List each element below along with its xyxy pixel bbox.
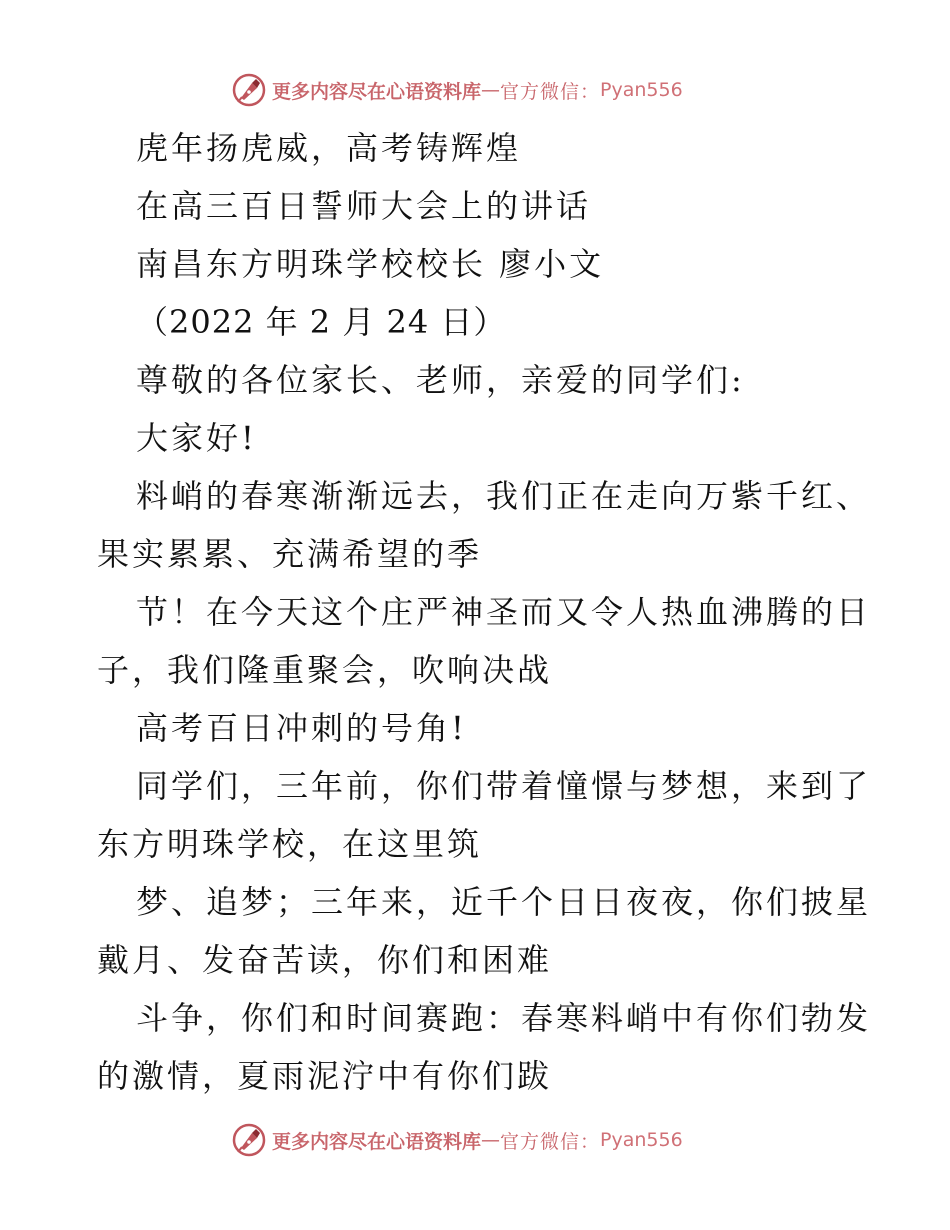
pen-nib-logo-icon <box>232 1123 266 1157</box>
text-line: 南昌东方明珠学校校长 廖小文 <box>136 245 605 283</box>
watermark-separator: — <box>481 79 501 101</box>
pen-nib-logo-icon <box>232 73 266 107</box>
watermark-banner-bottom <box>232 1122 683 1158</box>
text-line: 果实累累、充满希望的季 <box>97 535 483 573</box>
text-line: 东方明珠学校，在这里筑 <box>97 825 483 863</box>
watermark-wechat-id: Pyan556 <box>600 79 683 101</box>
watermark-banner-top <box>232 72 683 108</box>
text-line: 大家好! <box>136 419 257 457</box>
text-line: 同学们，三年前，你们带着憧憬与梦想，来到了 <box>136 767 872 805</box>
text-line: 料峭的春寒渐渐远去，我们正在走向万紫千红、 <box>136 477 872 515</box>
text-line: 虎年扬虎威，高考铸辉煌 <box>136 129 522 167</box>
text-line: （2022 年 2 月 24 日） <box>136 303 507 341</box>
text-line: 节！在今天这个庄严神圣而又令人热血沸腾的日 <box>136 593 872 631</box>
text-line: 梦、追梦；三年来，近千个日日夜夜，你们披星 <box>136 883 872 921</box>
watermark-label: 官方微信： <box>500 1130 601 1153</box>
text-line: 戴月、发奋苦读，你们和困难 <box>97 941 553 979</box>
text-line: 尊敬的各位家长、老师，亲爱的同学们: <box>136 361 745 399</box>
text-line: 斗争，你们和时间赛跑：春寒料峭中有你们勃发 <box>136 999 872 1037</box>
watermark-text: 更多内容尽在心语资料库 <box>272 1130 482 1153</box>
watermark-separator: — <box>481 1129 501 1151</box>
watermark-text: 更多内容尽在心语资料库 <box>272 80 482 103</box>
text-line: 子，我们隆重聚会，吹响决战 <box>97 651 553 689</box>
text-line: 在高三百日誓师大会上的讲话 <box>136 187 592 225</box>
watermark-wechat-id: Pyan556 <box>600 1129 683 1151</box>
text-line: 的激情，夏雨泥泞中有你们跋 <box>97 1057 553 1095</box>
document-body <box>97 119 872 1105</box>
watermark-label: 官方微信： <box>500 80 601 103</box>
text-line: 高考百日冲刺的号角! <box>136 709 467 747</box>
